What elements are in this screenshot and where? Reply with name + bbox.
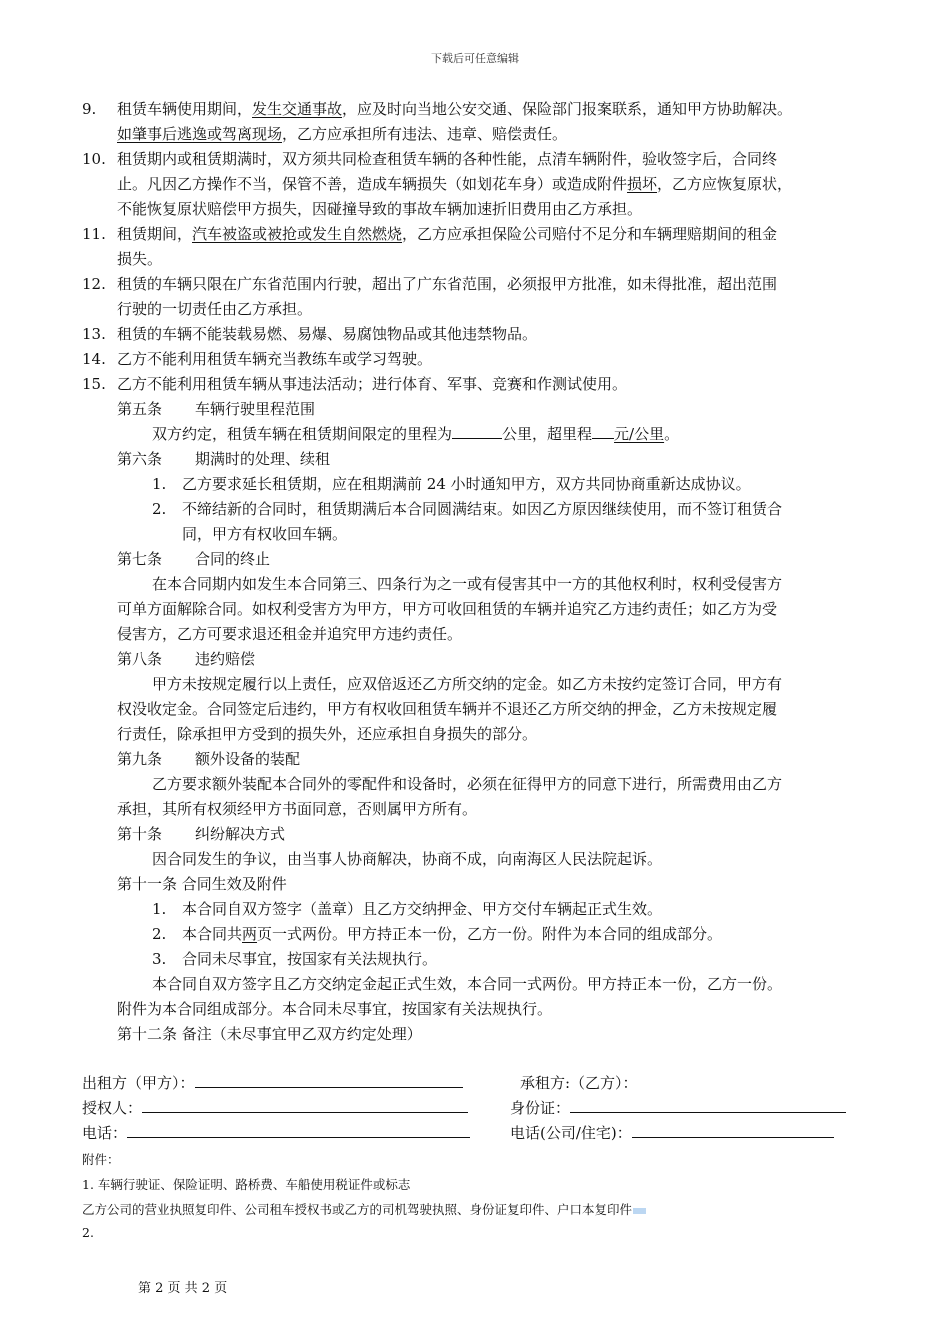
clause-11-cont: 损失。 (117, 250, 163, 268)
article-11-item-1: 1. 本合同自双方签字（盖章）且乙方交纳押金、甲方交付车辆起正式生效。 (152, 900, 663, 918)
underlined-text: 发生交通事故 (252, 100, 343, 118)
phone-line[interactable] (127, 1121, 470, 1138)
clause-number: 11. (82, 225, 106, 243)
article-11-item-3: 3. 合同未尽事宜，按国家有关法规执行。 (152, 950, 438, 968)
rate-blank[interactable] (592, 422, 614, 439)
underlined-text: 汽车被盗或被抢或发生自然燃烧 (192, 225, 403, 243)
article-12-heading: 第十二条 备注（未尽事宜甲乙双方约定处理） (117, 1025, 422, 1043)
phone2-field: 电话(公司/住宅)： (510, 1121, 834, 1145)
article-6-item-1: 1. 乙方要求延长租赁期，应在租期满前 24 小时通知甲方，双方共同协商重新达成协议。 (152, 475, 751, 493)
article-8-text: 行责任，除承担甲方受到的损失外，还应承担自身损失的部分。 (117, 725, 538, 743)
phone2-line[interactable] (632, 1121, 834, 1138)
idcard-line[interactable] (570, 1096, 846, 1113)
article-9-text: 承担，其所有权须经甲方书面同意，否则属甲方所有。 (117, 800, 478, 818)
article-6-item-2: 2. 不缔结新的合同时，租赁期满后本合同圆满结束。如因乙方原因继续使用，而不签订租赁合 (152, 500, 783, 518)
clause-12-cont: 行驶的一切责任由乙方承担。 (117, 300, 313, 318)
authorized-field: 授权人： (82, 1096, 468, 1120)
clause-number: 15. (82, 375, 106, 393)
article-7-heading: 第七条 合同的终止 (117, 550, 271, 568)
clause-10-cont: 止。凡因乙方操作不当，保管不善，造成车辆损失（如划花车身）或造成附件损坏，乙方应恢复原状， (117, 175, 793, 193)
clause-12: 12. 租赁的车辆只限在广东省范围内行驶，超出了广东省范围，必须报甲方批准，如未得批准，超出范围 (82, 272, 872, 297)
lessor-field: 出租方（甲方）： (82, 1071, 463, 1095)
selection-mark (633, 1208, 646, 1214)
article-11-text: 附件为本合同组成部分。本合同未尽事宜，按国家有关法规执行。 (117, 1000, 553, 1018)
clause-9-cont: 如肇事后逃逸或驾离现场，乙方应承担所有违法、违章、赔偿责任。 (117, 125, 568, 143)
article-7-text: 侵害方，乙方可要求退还租金并追究甲方违约责任。 (117, 625, 463, 643)
idcard-field: 身份证： (510, 1096, 846, 1120)
lessee-label: 承租方:（乙方）： (520, 1074, 638, 1092)
article-11-item-2: 2. 本合同共两页一式两份。甲方持正本一份，乙方一份。附件为本合同的组成部分。 (152, 925, 723, 943)
attachment-2: 2. (82, 1225, 94, 1240)
article-8-text: 权没收定金。合同签定后违约，甲方有权收回租赁车辆并不退还乙方所交纳的押金，乙方未按规定履 (117, 700, 778, 718)
article-6-heading: 第六条 期满时的处理、续租 (117, 450, 331, 468)
article-9-text: 乙方要求额外装配本合同外的零配件和设备时，必须在征得甲方的同意下进行，所需费用由乙方 (152, 775, 783, 793)
page-header-note: 下载后可任意编辑 (431, 52, 519, 65)
article-11-heading: 第十一条 合同生效及附件 (117, 875, 287, 893)
attachment-1: 1. 车辆行驶证、保险证明、路桥费、车船使用税证件或标志 (82, 1177, 411, 1192)
article-11-text: 本合同自双方签字且乙方交纳定金起正式生效，本合同一式两份。甲方持正本一份，乙方一份。 (152, 975, 783, 993)
lessor-line[interactable] (195, 1071, 463, 1088)
article-9-heading: 第九条 额外设备的装配 (117, 750, 301, 768)
article-7-text: 在本合同期内如发生本合同第三、四条行为之一或有侵害其中一方的其他权利时，权利受侵害方 (152, 575, 783, 593)
clause-11: 11. 租赁期间，汽车被盗或被抢或发生自然燃烧，乙方应承担保险公司赔付不足分和车辆理赔期间的租金 (82, 222, 872, 247)
article-5-text: 双方约定，租赁车辆在租赁期间限定的里程为 公里，超里程 元/公里。 (82, 422, 872, 447)
article-7-text: 可单方面解除合同。如权利受害方为甲方，甲方可收回租赁的车辆并追究乙方违约责任；如乙方为受 (117, 600, 778, 618)
article-5-heading: 第五条 车辆行驶里程范围 (117, 400, 316, 418)
clause-14: 14. 乙方不能利用租赁车辆充当教练车或学习驾驶。 (82, 347, 872, 372)
attachments-label: 附件： (82, 1152, 120, 1167)
underlined-text: 如肇事后逃逸或驾离现场 (117, 125, 283, 143)
mileage-blank[interactable] (452, 422, 502, 439)
clause-number: 12. (82, 275, 106, 293)
attachment-1-detail: 乙方公司的营业执照复印件、公司租车授权书或乙方的司机驾驶执照、身份证复印件、户口本复印件 (82, 1200, 646, 1218)
contract-body (82, 97, 872, 1047)
clause-number: 14. (82, 350, 106, 368)
clause-10-cont: 不能恢复原状赔偿甲方损失，因碰撞导致的事故车辆加速折旧费用由乙方承担。 (117, 200, 643, 218)
clause-9: 9. 租赁车辆使用期间，发生交通事故，应及时向当地公安交通、保险部门报案联系，通知甲方协助解决。 (82, 97, 872, 122)
clause-number: 9. (82, 100, 97, 118)
article-6-item-2-cont: 同，甲方有权收回车辆。 (182, 525, 348, 543)
clause-10: 10. 租赁期内或租赁期满时，双方须共同检查租赁车辆的各种性能，点清车辆附件，验收签字后，合同终 (82, 147, 872, 172)
article-10-text: 因合同发生的争议，由当事人协商解决，协商不成，向南海区人民法院起诉。 (152, 850, 663, 868)
page-footer: 第 2 页 共 2 页 (138, 1281, 228, 1296)
article-10-heading: 第十条 纠纷解决方式 (117, 825, 286, 843)
authorized-line[interactable] (142, 1096, 468, 1113)
clause-13: 13. 租赁的车辆不能装载易燃、易爆、易腐蚀物品或其他违禁物品。 (82, 322, 872, 347)
article-8-text: 甲方未按规定履行以上责任，应双倍返还乙方所交纳的定金。如乙方未按约定签订合同，甲方有 (152, 675, 783, 693)
phone-field: 电话： (82, 1121, 470, 1145)
clause-number: 10. (82, 150, 106, 168)
underlined-text: 损坏 (627, 175, 658, 193)
clause-number: 13. (82, 325, 106, 343)
clause-15: 15. 乙方不能利用租赁车辆从事违法活动；进行体育、军事、竞赛和作测试使用。 (82, 372, 872, 397)
article-8-heading: 第八条 违约赔偿 (117, 650, 256, 668)
